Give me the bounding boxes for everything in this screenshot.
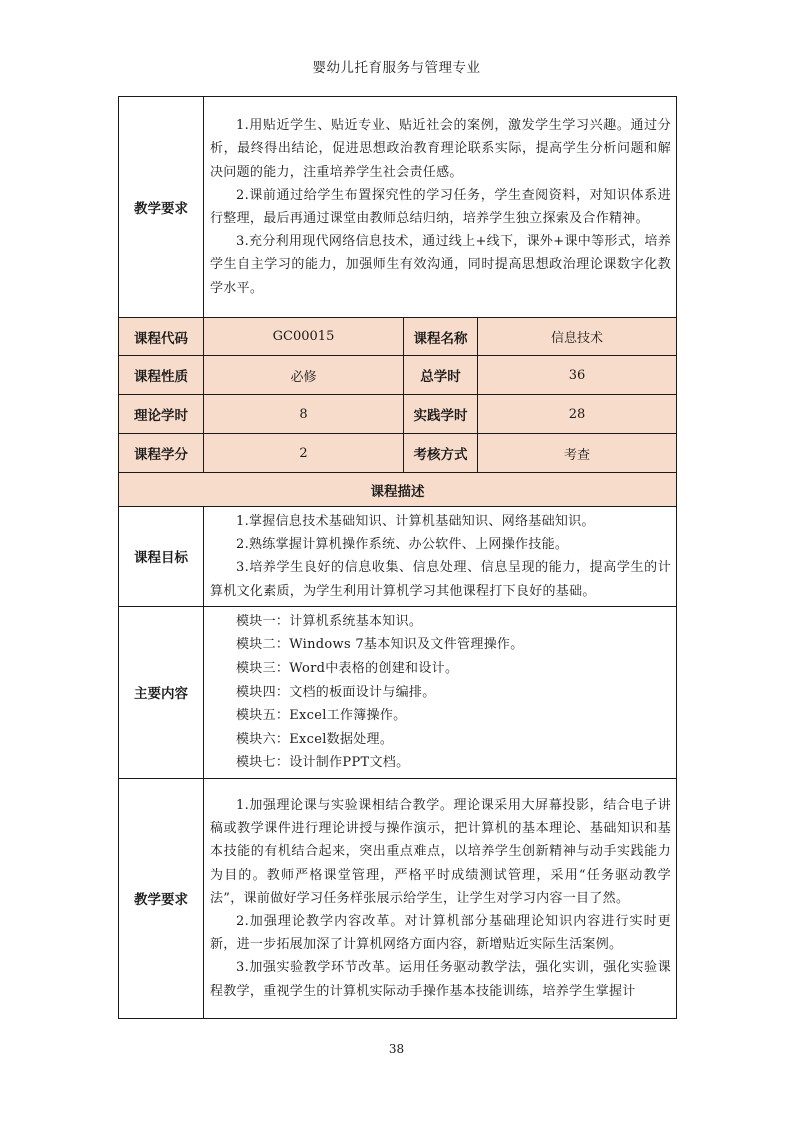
- requirements-label: 教学要求: [119, 778, 204, 1018]
- module-item: 模块二：Windows 7基本知识及文件管理操作。: [236, 637, 524, 653]
- objectives-text: [204, 507, 677, 607]
- paragraph: 3.充分利用现代网络信息技术，通过线上+线下，课外+课中等形式，培养学生自主学习的能力，加强师生有效沟通，同时提高思想政治理论课数字化教学水平。: [210, 234, 671, 296]
- page-header: 婴幼儿托育服务与管理专业: [312, 60, 481, 76]
- info-row: [119, 395, 677, 434]
- course-name-label: 课程名称: [404, 318, 478, 356]
- paragraph: 2.课前通过给学生布置探究性的学习任务，学生查阅资料，对知识体系进行整理，最后再通过课堂由教师总结归纳，培养学生独立探索及合作精神。: [210, 187, 671, 226]
- paragraph: 2.熟练掌握计算机操作系统、办公软件、上网操作技能。: [236, 537, 569, 553]
- course-nature-value: 必修: [204, 356, 404, 395]
- paragraph: 1.用贴近学生、贴近专业、贴近社会的案例，激发学生学习兴趣。通过分析，最终得出结论，促进思想政治教育理论联系实际，提高学生分析问题和解决问题的能力，注重培养学生社会责任感。: [210, 118, 671, 180]
- total-hours-value: 36: [478, 356, 677, 395]
- practice-hours-label: 实践学时: [404, 395, 478, 434]
- module-item: 模块四：文档的板面设计与编排。: [236, 684, 436, 700]
- credits-label: 课程学分: [119, 434, 204, 473]
- assessment-label: 考核方式: [404, 434, 478, 473]
- top-requirements-label: 教学要求: [119, 97, 204, 318]
- module-item: 模块五：Excel工作簿操作。: [236, 708, 407, 724]
- theory-hours-label: 理论学时: [119, 395, 204, 434]
- content-row: [119, 606, 677, 778]
- info-row: [119, 318, 677, 356]
- content-label: 主要内容: [119, 606, 204, 778]
- module-item: 模块七：设计制作PPT文档。: [236, 755, 410, 771]
- module-item: 模块三：Word中表格的创建和设计。: [236, 661, 459, 676]
- module-item: 模块六：Excel数据处理。: [236, 731, 394, 747]
- info-row: [119, 356, 677, 395]
- total-hours-label: 总学时: [404, 356, 478, 395]
- objectives-label: 课程目标: [119, 507, 204, 607]
- requirements-row: [119, 778, 677, 1018]
- course-table: [118, 96, 677, 1019]
- paragraph: 3.培养学生良好的信息收集、信息处理、信息呈现的能力，提高学生的计算机文化素质，为学生利用计算机学习其他课程打下良好的基础。: [210, 560, 671, 599]
- requirements-text: [204, 778, 677, 1018]
- module-item: 模块一：计算机系统基本知识。: [236, 613, 423, 629]
- top-requirements-text: [204, 97, 677, 318]
- objectives-row: [119, 507, 677, 607]
- practice-hours-value: 28: [478, 395, 677, 434]
- description-title: 课程描述: [119, 473, 677, 507]
- course-name-value: 信息技术: [478, 318, 677, 356]
- page-number: 38: [388, 1042, 405, 1056]
- credits-value: 2: [204, 434, 404, 473]
- content-modules: [204, 606, 677, 778]
- assessment-value: 考查: [478, 434, 677, 473]
- description-title-row: [119, 473, 677, 507]
- paragraph: 1.加强理论课与实验课相结合教学。理论课采用大屏幕投影，结合电子讲稿或教学课件进行理论讲授与操作演示，把计算机的基本理论、基础知识和基本技能的有机结合起来，突出重点难点，以培养学生创新精神与动手实践能力为目的。教师严格课堂管理，严格平时成绩测试管理，采用“任务驱动教学法”，课前做好学习任务样张展示给学生，让学生对学习内容一目了然。: [210, 798, 671, 906]
- course-nature-label: 课程性质: [119, 356, 204, 395]
- course-code-label: 课程代码: [119, 318, 204, 356]
- course-code-value: GC00015: [204, 318, 404, 356]
- theory-hours-value: 8: [204, 395, 404, 434]
- info-row: [119, 434, 677, 473]
- paragraph: 2.加强理论教学内容改革。对计算机部分基础理论知识内容进行实时更新，进一步拓展加深了计算机网络方面内容，新增贴近实际生活案例。: [210, 914, 671, 953]
- paragraph: 3.加强实验教学环节改革。运用任务驱动教学法，强化实训，强化实验课程教学，重视学生的计算机实际动手操作基本技能训练，培养学生掌握计: [210, 960, 671, 999]
- top-requirements-row: [119, 97, 677, 318]
- paragraph: 1.掌握信息技术基础知识、计算机基础知识、网络基础知识。: [236, 514, 595, 529]
